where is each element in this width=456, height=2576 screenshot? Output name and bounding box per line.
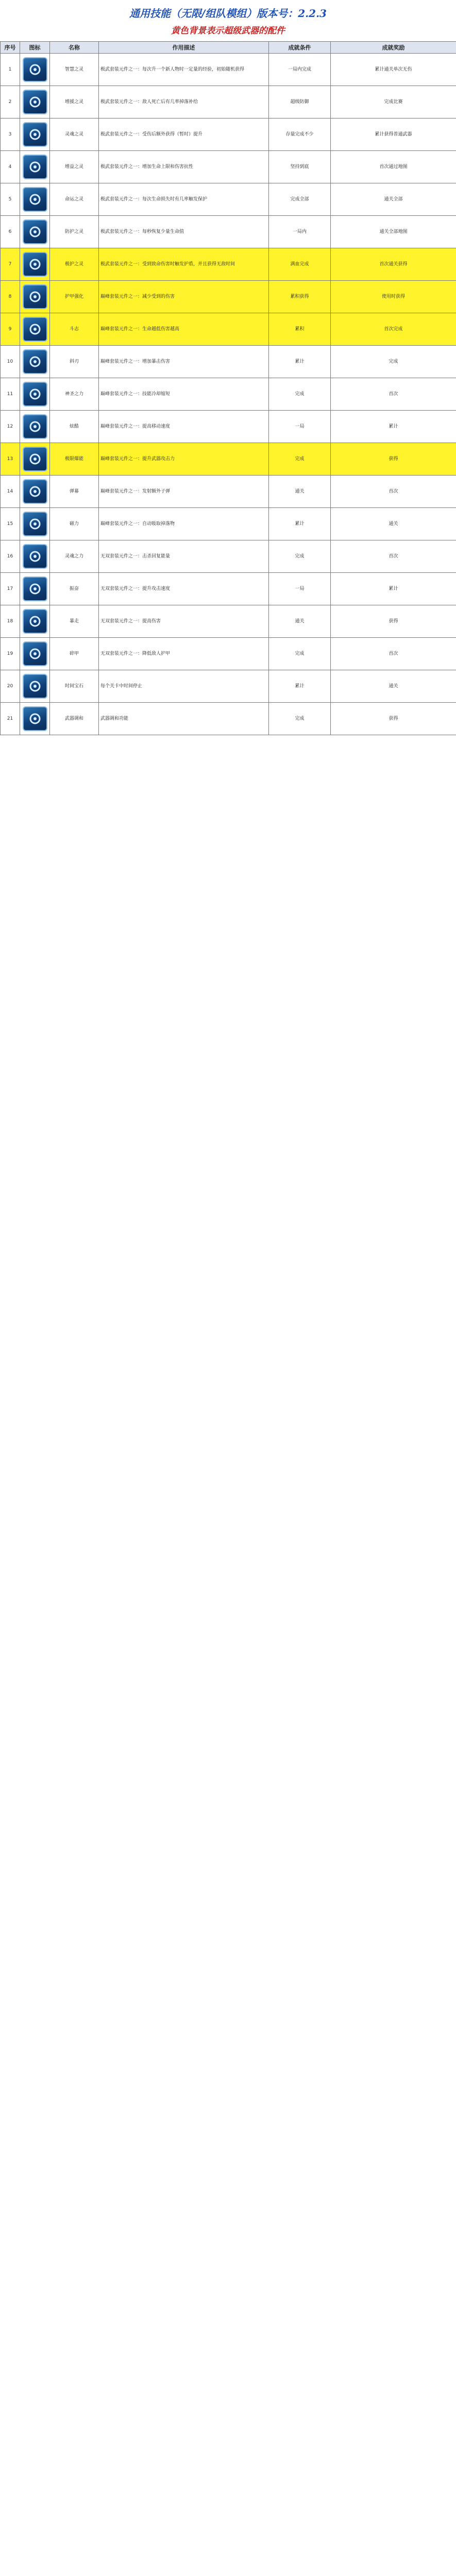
table-row — [1, 605, 456, 638]
skill-name: 神圣之力 — [50, 378, 99, 411]
skill-name: 磁力 — [50, 508, 99, 540]
icon-cell — [20, 151, 50, 183]
achievement-reward: 完成比赛 — [331, 86, 456, 118]
skill-name: 炫酷 — [50, 411, 99, 443]
cog-icon — [23, 349, 47, 374]
table-row — [1, 378, 456, 411]
skill-name: 碎甲 — [50, 638, 99, 670]
cog-icon — [23, 57, 47, 82]
skill-name: 极护之灵 — [50, 248, 99, 281]
table-row — [1, 118, 456, 151]
icon-cell — [20, 638, 50, 670]
skill-name: 时间宝石 — [50, 670, 99, 703]
icon-cell — [20, 183, 50, 216]
cog-icon — [23, 447, 47, 471]
icon-cell — [20, 411, 50, 443]
table-row — [1, 670, 456, 703]
achievement-condition: 完成 — [269, 378, 331, 411]
skill-description: 极武套装元件之一：敌人死亡后有几率掉落补给 — [99, 86, 269, 118]
table-row — [1, 573, 456, 605]
skill-name: 极限爆能 — [50, 443, 99, 476]
skill-name: 智慧之灵 — [50, 54, 99, 86]
skill-description: 巅峰套装元件之一：生命越低伤害越高 — [99, 313, 269, 346]
achievement-reward: 累计 — [331, 573, 456, 605]
skill-description: 巅峰套装元件之一：自动吸取掉落物 — [99, 508, 269, 540]
table-row — [1, 313, 456, 346]
skill-description: 极武套装元件之一：每次升一个新人物时一定量的经验，初始随机获得 — [99, 54, 269, 86]
achievement-reward: 通关全部地图 — [331, 216, 456, 248]
sheet-header — [0, 0, 456, 41]
table-row — [1, 411, 456, 443]
achievement-condition: 累计 — [269, 508, 331, 540]
achievement-condition: 完成 — [269, 540, 331, 573]
column-header: 序号 — [1, 42, 20, 54]
achievement-reward: 累计通关单次无伤 — [331, 54, 456, 86]
row-number: 8 — [1, 281, 20, 313]
row-number: 19 — [1, 638, 20, 670]
skill-description: 极武套装元件之一：增加生命上限和伤害抗性 — [99, 151, 269, 183]
table-header-row — [1, 42, 456, 54]
achievement-condition: 完成 — [269, 443, 331, 476]
achievement-condition: 满血完成 — [269, 248, 331, 281]
icon-cell — [20, 605, 50, 638]
row-number: 20 — [1, 670, 20, 703]
cog-icon — [23, 252, 47, 277]
cog-icon — [23, 219, 47, 244]
skill-name: 暴走 — [50, 605, 99, 638]
achievement-reward: 获得 — [331, 605, 456, 638]
achievement-condition: 完成 — [269, 703, 331, 735]
cog-icon — [23, 577, 47, 601]
skill-description: 无双套装元件之一：提高伤害 — [99, 605, 269, 638]
skill-description: 极武套装元件之一：受到致命伤害时触发护盾，并且获得无敌时间 — [99, 248, 269, 281]
table-row — [1, 476, 456, 508]
icon-cell — [20, 540, 50, 573]
skill-name: 增援之灵 — [50, 86, 99, 118]
skills-sheet — [0, 0, 456, 735]
skill-name: 振奋 — [50, 573, 99, 605]
cog-icon — [23, 544, 47, 569]
icon-cell — [20, 703, 50, 735]
icon-cell — [20, 86, 50, 118]
icon-cell — [20, 670, 50, 703]
achievement-reward: 获得 — [331, 703, 456, 735]
skill-description: 巅峰套装元件之一：技能冷却缩短 — [99, 378, 269, 411]
column-header: 名称 — [50, 42, 99, 54]
achievement-condition: 一局 — [269, 573, 331, 605]
column-header: 成就条件 — [269, 42, 331, 54]
achievement-condition: 超级防御 — [269, 86, 331, 118]
icon-cell — [20, 313, 50, 346]
sheet-subtitle: 黄色背景表示超级武器的配件 — [171, 26, 285, 36]
table-row — [1, 443, 456, 476]
cog-icon — [23, 90, 47, 114]
row-number: 18 — [1, 605, 20, 638]
table-body — [1, 54, 456, 735]
cog-icon — [23, 122, 47, 147]
skill-description: 无双套装元件之一：击杀回复能量 — [99, 540, 269, 573]
skill-description: 无双套装元件之一：提升攻击速度 — [99, 573, 269, 605]
column-header: 作用描述 — [99, 42, 269, 54]
icon-cell — [20, 378, 50, 411]
table-row — [1, 54, 456, 86]
cog-icon — [23, 317, 47, 342]
achievement-condition: 累计 — [269, 670, 331, 703]
achievement-condition: 通关 — [269, 605, 331, 638]
row-number: 3 — [1, 118, 20, 151]
skill-name: 灵魂之力 — [50, 540, 99, 573]
row-number: 17 — [1, 573, 20, 605]
skill-name: 防护之灵 — [50, 216, 99, 248]
cog-icon — [23, 155, 47, 179]
cog-icon — [23, 382, 47, 406]
achievement-reward: 首次 — [331, 638, 456, 670]
skill-name: 增益之灵 — [50, 151, 99, 183]
achievement-condition: 一局内 — [269, 216, 331, 248]
skill-description: 极武套装元件之一：每次生命损失时有几率触发保护 — [99, 183, 269, 216]
row-number: 6 — [1, 216, 20, 248]
achievement-reward: 使用时获得 — [331, 281, 456, 313]
cog-icon — [23, 512, 47, 536]
cog-icon — [23, 479, 47, 504]
row-number: 9 — [1, 313, 20, 346]
achievement-reward: 首次完成 — [331, 313, 456, 346]
table-row — [1, 281, 456, 313]
icon-cell — [20, 216, 50, 248]
sheet-title: 通用技能（无限/组队模组）版本号：2.2.3 — [129, 7, 327, 20]
skill-name: 武器调和 — [50, 703, 99, 735]
achievement-condition: 累积 — [269, 313, 331, 346]
icon-cell — [20, 346, 50, 378]
skill-name: 命运之灵 — [50, 183, 99, 216]
skill-description: 武器调和功能 — [99, 703, 269, 735]
icon-cell — [20, 508, 50, 540]
achievement-condition: 通关 — [269, 476, 331, 508]
row-number: 11 — [1, 378, 20, 411]
achievement-reward: 累计获得普通武器 — [331, 118, 456, 151]
icon-cell — [20, 443, 50, 476]
achievement-condition: 完成 — [269, 638, 331, 670]
achievement-reward: 累计 — [331, 411, 456, 443]
cog-icon — [23, 706, 47, 731]
row-number: 12 — [1, 411, 20, 443]
icon-cell — [20, 54, 50, 86]
skill-name: 弹幕 — [50, 476, 99, 508]
achievement-condition: 一局 — [269, 411, 331, 443]
achievement-reward: 通关全部 — [331, 183, 456, 216]
cog-icon — [23, 674, 47, 699]
icon-cell — [20, 476, 50, 508]
table-row — [1, 638, 456, 670]
column-header: 成就奖励 — [331, 42, 456, 54]
row-number: 21 — [1, 703, 20, 735]
icon-cell — [20, 281, 50, 313]
table-row — [1, 540, 456, 573]
achievement-reward: 首次 — [331, 476, 456, 508]
icon-cell — [20, 573, 50, 605]
skill-name: 护甲强化 — [50, 281, 99, 313]
row-number: 15 — [1, 508, 20, 540]
achievement-reward: 获得 — [331, 443, 456, 476]
table-row — [1, 151, 456, 183]
cog-icon — [23, 414, 47, 439]
achievement-condition: 坚持到底 — [269, 151, 331, 183]
table-row — [1, 508, 456, 540]
achievement-reward: 首次 — [331, 540, 456, 573]
table-row — [1, 248, 456, 281]
skill-name: 斜刃 — [50, 346, 99, 378]
row-number: 16 — [1, 540, 20, 573]
skill-description: 巅峰套装元件之一：发射额外子弹 — [99, 476, 269, 508]
row-number: 7 — [1, 248, 20, 281]
achievement-condition: 完成全部 — [269, 183, 331, 216]
column-header: 图标 — [20, 42, 50, 54]
table-row — [1, 183, 456, 216]
row-number: 10 — [1, 346, 20, 378]
achievement-reward: 完成 — [331, 346, 456, 378]
achievement-reward: 通关 — [331, 670, 456, 703]
table-row — [1, 86, 456, 118]
skills-table — [0, 41, 456, 735]
achievement-condition: 累计 — [269, 346, 331, 378]
skill-description: 极武套装元件之一：每秒恢复少量生命值 — [99, 216, 269, 248]
table-row — [1, 346, 456, 378]
cog-icon — [23, 187, 47, 212]
row-number: 4 — [1, 151, 20, 183]
skill-description: 巅峰套装元件之一：提升武器攻击力 — [99, 443, 269, 476]
skill-description: 巅峰套装元件之一：减少受到的伤害 — [99, 281, 269, 313]
skill-description: 每个关卡中时间停止 — [99, 670, 269, 703]
icon-cell — [20, 118, 50, 151]
achievement-condition: 累积获得 — [269, 281, 331, 313]
cog-icon — [23, 284, 47, 309]
row-number: 14 — [1, 476, 20, 508]
icon-cell — [20, 248, 50, 281]
cog-icon — [23, 609, 47, 634]
table-row — [1, 703, 456, 735]
row-number: 13 — [1, 443, 20, 476]
row-number: 1 — [1, 54, 20, 86]
skill-description: 巅峰套装元件之一：增加暴击伤害 — [99, 346, 269, 378]
achievement-reward: 首次通关获得 — [331, 248, 456, 281]
row-number: 2 — [1, 86, 20, 118]
skill-description: 巅峰套装元件之一：提高移动速度 — [99, 411, 269, 443]
skill-name: 灵魂之灵 — [50, 118, 99, 151]
achievement-reward: 通关 — [331, 508, 456, 540]
cog-icon — [23, 641, 47, 666]
row-number: 5 — [1, 183, 20, 216]
achievement-reward: 首次 — [331, 378, 456, 411]
skill-name: 斗志 — [50, 313, 99, 346]
table-row — [1, 216, 456, 248]
skill-description: 无双套装元件之一：降低敌人护甲 — [99, 638, 269, 670]
achievement-condition: 存量完成不少 — [269, 118, 331, 151]
skill-description: 极武套装元件之一：受伤后额外获得（暂时）提升 — [99, 118, 269, 151]
achievement-reward: 首次通过地图 — [331, 151, 456, 183]
achievement-condition: 一局内完成 — [269, 54, 331, 86]
